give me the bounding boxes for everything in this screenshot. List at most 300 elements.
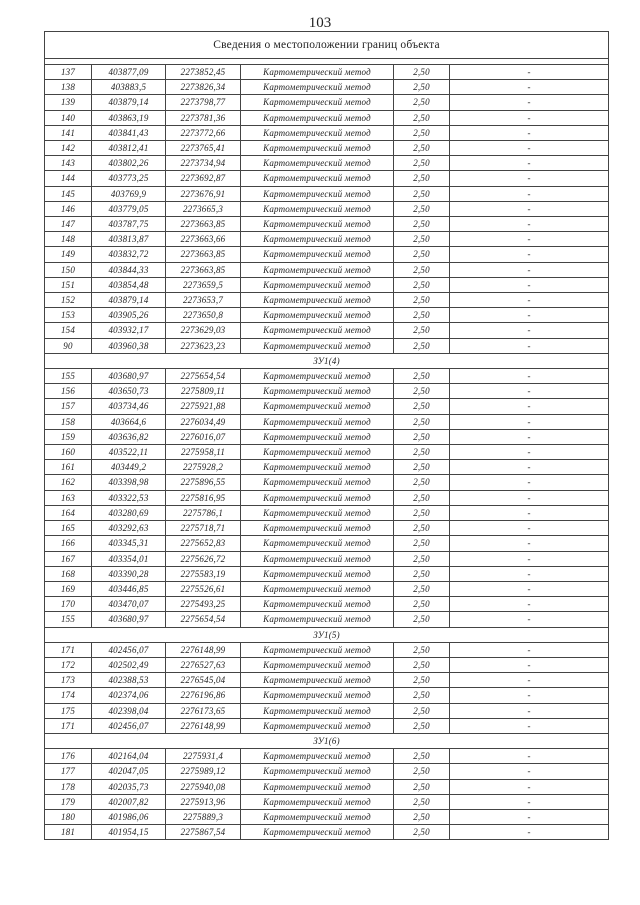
accuracy-cell: 2,50 <box>394 65 450 80</box>
y-coordinate-cell: 2273772,66 <box>166 125 241 140</box>
point-number-cell: 181 <box>45 825 92 840</box>
x-coordinate-cell: 402374,06 <box>92 688 166 703</box>
y-coordinate-cell: 2275583,19 <box>166 566 241 581</box>
description-cell: - <box>450 429 609 444</box>
description-cell: - <box>450 764 609 779</box>
x-coordinate-cell: 403354,01 <box>92 551 166 566</box>
description-cell: - <box>450 779 609 794</box>
point-number-cell: 143 <box>45 156 92 171</box>
table-row <box>45 338 609 353</box>
x-coordinate-cell: 403470,07 <box>92 597 166 612</box>
x-coordinate-cell: 403932,17 <box>92 323 166 338</box>
table-row <box>45 95 609 110</box>
accuracy-cell: 2,50 <box>394 612 450 627</box>
point-number-cell: 168 <box>45 566 92 581</box>
table-row <box>45 521 609 536</box>
accuracy-cell: 2,50 <box>394 825 450 840</box>
point-number-cell: 153 <box>45 308 92 323</box>
section-label: ЗУ1(5) <box>45 627 609 642</box>
x-coordinate-cell: 403832,72 <box>92 247 166 262</box>
x-coordinate-cell: 403813,87 <box>92 232 166 247</box>
x-coordinate-cell: 403322,53 <box>92 490 166 505</box>
x-coordinate-cell: 402502,49 <box>92 657 166 672</box>
y-coordinate-cell: 2275809,11 <box>166 384 241 399</box>
method-cell: Картометрический метод <box>241 718 394 733</box>
table-row <box>45 186 609 201</box>
table-row <box>45 384 609 399</box>
x-coordinate-cell: 403446,85 <box>92 581 166 596</box>
description-cell: - <box>450 141 609 156</box>
accuracy-cell: 2,50 <box>394 490 450 505</box>
y-coordinate-cell: 2273676,91 <box>166 186 241 201</box>
point-number-cell: 173 <box>45 673 92 688</box>
method-cell: Картометрический метод <box>241 277 394 292</box>
y-coordinate-cell: 2276034,49 <box>166 414 241 429</box>
y-coordinate-cell: 2275654,54 <box>166 369 241 384</box>
method-cell: Картометрический метод <box>241 825 394 840</box>
method-cell: Картометрический метод <box>241 338 394 353</box>
y-coordinate-cell: 2273692,87 <box>166 171 241 186</box>
method-cell: Картометрический метод <box>241 809 394 824</box>
y-coordinate-cell: 2273765,41 <box>166 141 241 156</box>
accuracy-cell: 2,50 <box>394 749 450 764</box>
y-coordinate-cell: 2273653,7 <box>166 293 241 308</box>
table-row <box>45 581 609 596</box>
y-coordinate-cell: 2275928,2 <box>166 460 241 475</box>
accuracy-cell: 2,50 <box>394 718 450 733</box>
table-row <box>45 156 609 171</box>
accuracy-cell: 2,50 <box>394 566 450 581</box>
description-cell: - <box>450 597 609 612</box>
description-cell: - <box>450 247 609 262</box>
method-cell: Картометрический метод <box>241 779 394 794</box>
y-coordinate-cell: 2276148,99 <box>166 642 241 657</box>
y-coordinate-cell: 2273629,03 <box>166 323 241 338</box>
y-coordinate-cell: 2275940,08 <box>166 779 241 794</box>
x-coordinate-cell: 403398,98 <box>92 475 166 490</box>
accuracy-cell: 2,50 <box>394 521 450 536</box>
description-cell: - <box>450 308 609 323</box>
description-cell: - <box>450 338 609 353</box>
point-number-cell: 171 <box>45 642 92 657</box>
y-coordinate-cell: 2275867,54 <box>166 825 241 840</box>
point-number-cell: 165 <box>45 521 92 536</box>
method-cell: Картометрический метод <box>241 369 394 384</box>
accuracy-cell: 2,50 <box>394 414 450 429</box>
description-cell: - <box>450 551 609 566</box>
y-coordinate-cell: 2273623,23 <box>166 338 241 353</box>
method-cell: Картометрический метод <box>241 201 394 216</box>
point-number-cell: 164 <box>45 505 92 520</box>
description-cell: - <box>450 445 609 460</box>
point-number-cell: 160 <box>45 445 92 460</box>
accuracy-cell: 2,50 <box>394 308 450 323</box>
y-coordinate-cell: 2275718,71 <box>166 521 241 536</box>
description-cell: - <box>450 156 609 171</box>
accuracy-cell: 2,50 <box>394 171 450 186</box>
table-row <box>45 779 609 794</box>
x-coordinate-cell: 403734,46 <box>92 399 166 414</box>
point-number-cell: 167 <box>45 551 92 566</box>
section-header-row <box>45 353 609 368</box>
point-number-cell: 151 <box>45 277 92 292</box>
accuracy-cell: 2,50 <box>394 217 450 232</box>
x-coordinate-cell: 403449,2 <box>92 460 166 475</box>
y-coordinate-cell: 2275889,3 <box>166 809 241 824</box>
point-number-cell: 174 <box>45 688 92 703</box>
accuracy-cell: 2,50 <box>394 597 450 612</box>
point-number-cell: 90 <box>45 338 92 353</box>
point-number-cell: 166 <box>45 536 92 551</box>
x-coordinate-cell: 403345,31 <box>92 536 166 551</box>
x-coordinate-cell: 403280,69 <box>92 505 166 520</box>
point-number-cell: 163 <box>45 490 92 505</box>
table-row <box>45 657 609 672</box>
accuracy-cell: 2,50 <box>394 95 450 110</box>
accuracy-cell: 2,50 <box>394 110 450 125</box>
table-row <box>45 369 609 384</box>
accuracy-cell: 2,50 <box>394 475 450 490</box>
method-cell: Картометрический метод <box>241 95 394 110</box>
accuracy-cell: 2,50 <box>394 384 450 399</box>
method-cell: Картометрический метод <box>241 80 394 95</box>
table-row <box>45 536 609 551</box>
y-coordinate-cell: 2275493,25 <box>166 597 241 612</box>
accuracy-cell: 2,50 <box>394 703 450 718</box>
x-coordinate-cell: 403863,19 <box>92 110 166 125</box>
accuracy-cell: 2,50 <box>394 688 450 703</box>
accuracy-cell: 2,50 <box>394 673 450 688</box>
x-coordinate-cell: 403779,05 <box>92 201 166 216</box>
x-coordinate-cell: 403636,82 <box>92 429 166 444</box>
method-cell: Картометрический метод <box>241 566 394 581</box>
y-coordinate-cell: 2276148,99 <box>166 718 241 733</box>
accuracy-cell: 2,50 <box>394 551 450 566</box>
table-row <box>45 429 609 444</box>
description-cell: - <box>450 201 609 216</box>
accuracy-cell: 2,50 <box>394 232 450 247</box>
x-coordinate-cell: 402456,07 <box>92 718 166 733</box>
method-cell: Картометрический метод <box>241 156 394 171</box>
point-number-cell: 177 <box>45 764 92 779</box>
section-header-row <box>45 627 609 642</box>
description-cell: - <box>450 718 609 733</box>
description-cell: - <box>450 566 609 581</box>
x-coordinate-cell: 402388,53 <box>92 673 166 688</box>
x-coordinate-cell: 402047,05 <box>92 764 166 779</box>
point-number-cell: 169 <box>45 581 92 596</box>
method-cell: Картометрический метод <box>241 262 394 277</box>
y-coordinate-cell: 2275931,4 <box>166 749 241 764</box>
method-cell: Картометрический метод <box>241 612 394 627</box>
table-row <box>45 673 609 688</box>
description-cell: - <box>450 703 609 718</box>
description-cell: - <box>450 80 609 95</box>
y-coordinate-cell: 2275989,12 <box>166 764 241 779</box>
point-number-cell: 158 <box>45 414 92 429</box>
section-header-row <box>45 733 609 748</box>
method-cell: Картометрический метод <box>241 764 394 779</box>
point-number-cell: 176 <box>45 749 92 764</box>
table-row <box>45 642 609 657</box>
method-cell: Картометрический метод <box>241 323 394 338</box>
table-row <box>45 764 609 779</box>
point-number-cell: 157 <box>45 399 92 414</box>
point-number-cell: 138 <box>45 80 92 95</box>
table-row <box>45 247 609 262</box>
method-cell: Картометрический метод <box>241 657 394 672</box>
y-coordinate-cell: 2275958,11 <box>166 445 241 460</box>
point-number-cell: 172 <box>45 657 92 672</box>
x-coordinate-cell: 402398,04 <box>92 703 166 718</box>
x-coordinate-cell: 403905,26 <box>92 308 166 323</box>
x-coordinate-cell: 403844,33 <box>92 262 166 277</box>
method-cell: Картометрический метод <box>241 688 394 703</box>
table-row <box>45 232 609 247</box>
x-coordinate-cell: 403877,09 <box>92 65 166 80</box>
x-coordinate-cell: 403879,14 <box>92 293 166 308</box>
y-coordinate-cell: 2273798,77 <box>166 95 241 110</box>
description-cell: - <box>450 490 609 505</box>
table-row <box>45 749 609 764</box>
point-number-cell: 137 <box>45 65 92 80</box>
y-coordinate-cell: 2275626,72 <box>166 551 241 566</box>
description-cell: - <box>450 460 609 475</box>
description-cell: - <box>450 171 609 186</box>
accuracy-cell: 2,50 <box>394 293 450 308</box>
description-cell: - <box>450 749 609 764</box>
table-row <box>45 505 609 520</box>
point-number-cell: 142 <box>45 141 92 156</box>
description-cell: - <box>450 384 609 399</box>
accuracy-cell: 2,50 <box>394 536 450 551</box>
boundary-table <box>44 31 609 840</box>
accuracy-cell: 2,50 <box>394 764 450 779</box>
x-coordinate-cell: 403390,28 <box>92 566 166 581</box>
description-cell: - <box>450 414 609 429</box>
y-coordinate-cell: 2275786,1 <box>166 505 241 520</box>
y-coordinate-cell: 2275652,83 <box>166 536 241 551</box>
method-cell: Картометрический метод <box>241 141 394 156</box>
point-number-cell: 140 <box>45 110 92 125</box>
x-coordinate-cell: 403802,26 <box>92 156 166 171</box>
method-cell: Картометрический метод <box>241 460 394 475</box>
table-row <box>45 293 609 308</box>
method-cell: Картометрический метод <box>241 536 394 551</box>
method-cell: Картометрический метод <box>241 247 394 262</box>
description-cell: - <box>450 323 609 338</box>
description-cell: - <box>450 262 609 277</box>
point-number-cell: 147 <box>45 217 92 232</box>
x-coordinate-cell: 401986,06 <box>92 809 166 824</box>
accuracy-cell: 2,50 <box>394 277 450 292</box>
method-cell: Картометрический метод <box>241 794 394 809</box>
x-coordinate-cell: 403650,73 <box>92 384 166 399</box>
method-cell: Картометрический метод <box>241 581 394 596</box>
y-coordinate-cell: 2275526,61 <box>166 581 241 596</box>
x-coordinate-cell: 403664,6 <box>92 414 166 429</box>
description-cell: - <box>450 825 609 840</box>
method-cell: Картометрический метод <box>241 703 394 718</box>
y-coordinate-cell: 2276016,07 <box>166 429 241 444</box>
x-coordinate-cell: 403841,43 <box>92 125 166 140</box>
y-coordinate-cell: 2273734,94 <box>166 156 241 171</box>
method-cell: Картометрический метод <box>241 414 394 429</box>
point-number-cell: 161 <box>45 460 92 475</box>
section-label: ЗУ1(4) <box>45 353 609 368</box>
table-title: Сведения о местоположении границ объекта <box>45 32 609 59</box>
x-coordinate-cell: 402035,73 <box>92 779 166 794</box>
y-coordinate-cell: 2273781,36 <box>166 110 241 125</box>
accuracy-cell: 2,50 <box>394 247 450 262</box>
y-coordinate-cell: 2276545,04 <box>166 673 241 688</box>
x-coordinate-cell: 402456,07 <box>92 642 166 657</box>
table-row <box>45 171 609 186</box>
table-row <box>45 475 609 490</box>
accuracy-cell: 2,50 <box>394 186 450 201</box>
method-cell: Картометрический метод <box>241 445 394 460</box>
table-row <box>45 201 609 216</box>
accuracy-cell: 2,50 <box>394 779 450 794</box>
table-row <box>45 141 609 156</box>
y-coordinate-cell: 2273665,3 <box>166 201 241 216</box>
y-coordinate-cell: 2273852,45 <box>166 65 241 80</box>
table-row <box>45 414 609 429</box>
method-cell: Картометрический метод <box>241 475 394 490</box>
method-cell: Картометрический метод <box>241 597 394 612</box>
description-cell: - <box>450 369 609 384</box>
description-cell: - <box>450 505 609 520</box>
table-row <box>45 65 609 80</box>
description-cell: - <box>450 521 609 536</box>
description-cell: - <box>450 217 609 232</box>
method-cell: Картометрический метод <box>241 186 394 201</box>
method-cell: Картометрический метод <box>241 429 394 444</box>
y-coordinate-cell: 2276196,86 <box>166 688 241 703</box>
method-cell: Картометрический метод <box>241 490 394 505</box>
table-row <box>45 125 609 140</box>
y-coordinate-cell: 2275921,88 <box>166 399 241 414</box>
point-number-cell: 171 <box>45 718 92 733</box>
description-cell: - <box>450 657 609 672</box>
x-coordinate-cell: 403292,63 <box>92 521 166 536</box>
accuracy-cell: 2,50 <box>394 399 450 414</box>
x-coordinate-cell: 403812,41 <box>92 141 166 156</box>
description-cell: - <box>450 581 609 596</box>
method-cell: Картометрический метод <box>241 521 394 536</box>
description-cell: - <box>450 642 609 657</box>
accuracy-cell: 2,50 <box>394 369 450 384</box>
description-cell: - <box>450 688 609 703</box>
table-row <box>45 825 609 840</box>
accuracy-cell: 2,50 <box>394 338 450 353</box>
table-row <box>45 809 609 824</box>
method-cell: Картометрический метод <box>241 308 394 323</box>
y-coordinate-cell: 2273663,85 <box>166 247 241 262</box>
accuracy-cell: 2,50 <box>394 323 450 338</box>
point-number-cell: 162 <box>45 475 92 490</box>
description-cell: - <box>450 125 609 140</box>
page-number: 103 <box>308 15 332 31</box>
table-row <box>45 794 609 809</box>
accuracy-cell: 2,50 <box>394 642 450 657</box>
point-number-cell: 179 <box>45 794 92 809</box>
method-cell: Картометрический метод <box>241 399 394 414</box>
point-number-cell: 144 <box>45 171 92 186</box>
description-cell: - <box>450 809 609 824</box>
x-coordinate-cell: 403769,9 <box>92 186 166 201</box>
x-coordinate-cell: 403680,97 <box>92 369 166 384</box>
point-number-cell: 155 <box>45 612 92 627</box>
y-coordinate-cell: 2273659,5 <box>166 277 241 292</box>
x-coordinate-cell: 403773,25 <box>92 171 166 186</box>
point-number-cell: 146 <box>45 201 92 216</box>
description-cell: - <box>450 277 609 292</box>
point-number-cell: 178 <box>45 779 92 794</box>
accuracy-cell: 2,50 <box>394 460 450 475</box>
accuracy-cell: 2,50 <box>394 156 450 171</box>
table-row <box>45 551 609 566</box>
y-coordinate-cell: 2273663,85 <box>166 262 241 277</box>
description-cell: - <box>450 475 609 490</box>
point-number-cell: 150 <box>45 262 92 277</box>
x-coordinate-cell: 401954,15 <box>92 825 166 840</box>
table-row <box>45 460 609 475</box>
accuracy-cell: 2,50 <box>394 794 450 809</box>
method-cell: Картометрический метод <box>241 293 394 308</box>
point-number-cell: 156 <box>45 384 92 399</box>
x-coordinate-cell: 403854,48 <box>92 277 166 292</box>
table-row <box>45 703 609 718</box>
description-cell: - <box>450 612 609 627</box>
point-number-cell: 148 <box>45 232 92 247</box>
y-coordinate-cell: 2275816,95 <box>166 490 241 505</box>
description-cell: - <box>450 232 609 247</box>
accuracy-cell: 2,50 <box>394 505 450 520</box>
accuracy-cell: 2,50 <box>394 445 450 460</box>
x-coordinate-cell: 403522,11 <box>92 445 166 460</box>
table-row <box>45 566 609 581</box>
table-row <box>45 399 609 414</box>
table-row <box>45 490 609 505</box>
table-row <box>45 80 609 95</box>
description-cell: - <box>450 293 609 308</box>
method-cell: Картометрический метод <box>241 673 394 688</box>
point-number-cell: 149 <box>45 247 92 262</box>
table-row <box>45 612 609 627</box>
method-cell: Картометрический метод <box>241 171 394 186</box>
accuracy-cell: 2,50 <box>394 429 450 444</box>
table-row <box>45 597 609 612</box>
point-number-cell: 152 <box>45 293 92 308</box>
x-coordinate-cell: 403879,14 <box>92 95 166 110</box>
method-cell: Картометрический метод <box>241 505 394 520</box>
description-cell: - <box>450 536 609 551</box>
x-coordinate-cell: 403883,5 <box>92 80 166 95</box>
method-cell: Картометрический метод <box>241 217 394 232</box>
point-number-cell: 159 <box>45 429 92 444</box>
method-cell: Картометрический метод <box>241 384 394 399</box>
point-number-cell: 141 <box>45 125 92 140</box>
table-row <box>45 110 609 125</box>
description-cell: - <box>450 673 609 688</box>
description-cell: - <box>450 65 609 80</box>
method-cell: Картометрический метод <box>241 232 394 247</box>
method-cell: Картометрический метод <box>241 110 394 125</box>
y-coordinate-cell: 2276173,65 <box>166 703 241 718</box>
accuracy-cell: 2,50 <box>394 125 450 140</box>
method-cell: Картометрический метод <box>241 749 394 764</box>
